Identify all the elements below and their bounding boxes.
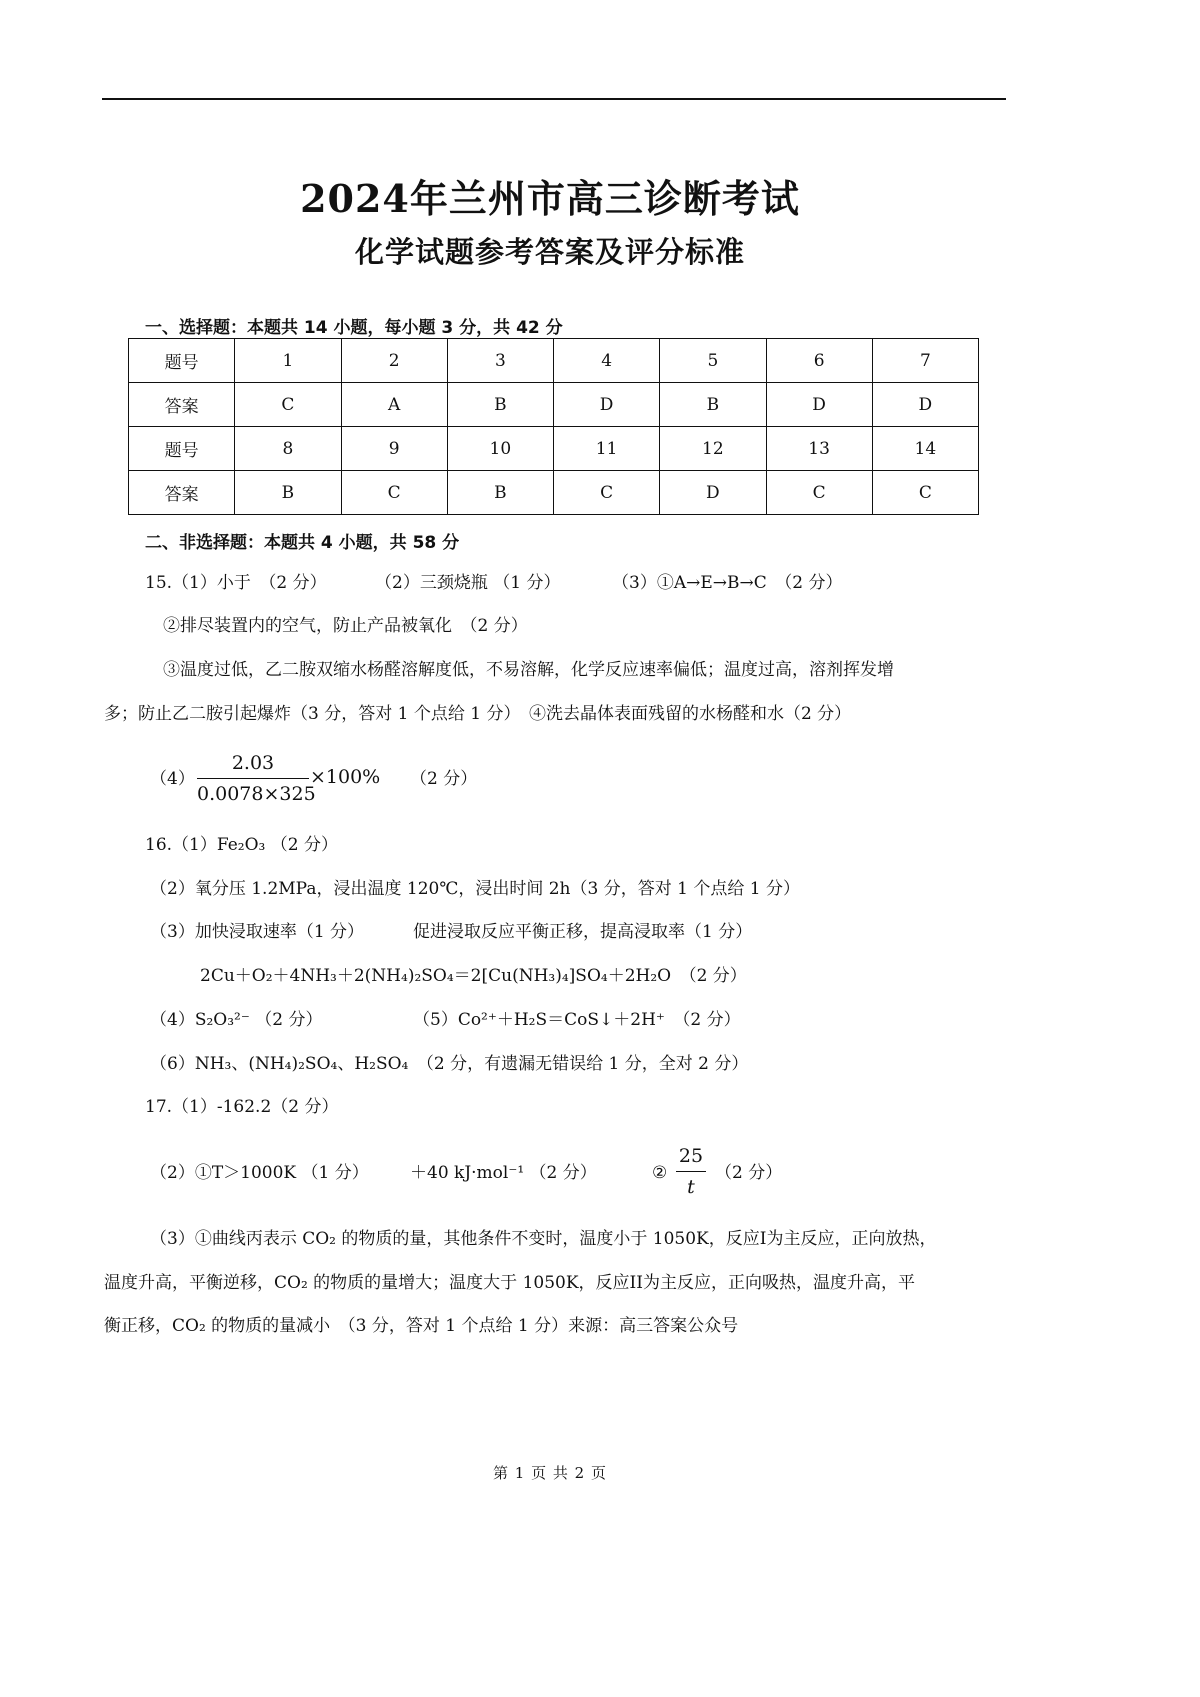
table-cell: 7	[872, 339, 978, 383]
table-cell: B	[447, 383, 553, 427]
q16-line3b: 促进浸取反应平衡正移，提高浸取率（1 分）	[413, 922, 753, 942]
table-cell: B	[235, 471, 341, 515]
table-row-header: 答案	[129, 471, 235, 515]
top-rule	[102, 98, 1006, 100]
q15-p4-tail: ×100%	[310, 766, 381, 788]
q17-line2c-score: （2 分）	[715, 1163, 783, 1183]
table-cell: 11	[554, 427, 660, 471]
table-cell: 10	[447, 427, 553, 471]
table-cell: 13	[766, 427, 872, 471]
answer-table	[128, 338, 979, 515]
table-row-header: 答案	[129, 383, 235, 427]
table-row-header: 题号	[129, 427, 235, 471]
page-footer: 第 1 页 共 2 页	[493, 1464, 607, 1482]
q16-line1: 16.（1）Fe₂O₃ （2 分）	[145, 835, 338, 855]
table-row	[129, 471, 979, 515]
q16-equation: 2Cu＋O₂＋4NH₃＋2(NH₄)₂SO₄＝2[Cu(NH₃)₄]SO₄＋2H₂O （2 分）	[200, 966, 747, 986]
q15-line2: ②排尽装置内的空气，防止产品被氧化 （2 分）	[163, 616, 528, 636]
table-cell: 3	[447, 339, 553, 383]
table-cell: 12	[660, 427, 766, 471]
table-cell: 14	[872, 427, 978, 471]
q15-part3: （3）①A→E→B→C （2 分）	[612, 573, 843, 593]
table-cell: 8	[235, 427, 341, 471]
table-cell: D	[554, 383, 660, 427]
table-cell: B	[447, 471, 553, 515]
q15-part1: 15.（1）小于 （2 分）	[145, 573, 327, 593]
q17-line5: 衡正移，CO₂ 的物质的量减小 （3 分，答对 1 个点给 1 分）来源：高三答案公众号	[104, 1316, 739, 1336]
q15-line3: ③温度过低，乙二胺双缩水杨醛溶解度低，不易溶解，化学反应速率偏低；温度过高，溶剂挥发增	[163, 660, 894, 680]
q17-circle-2: ②	[652, 1163, 668, 1183]
table-row	[129, 339, 979, 383]
q16-line5a: （4）S₂O₃²⁻ （2 分）	[150, 1010, 323, 1030]
q15-p4-label: （4）	[150, 769, 195, 789]
exam-title: 2024年兰州市高三诊断考试	[300, 176, 800, 221]
table-cell: 2	[341, 339, 447, 383]
table-row-header: 题号	[129, 339, 235, 383]
table-cell: B	[660, 383, 766, 427]
table-cell: D	[660, 471, 766, 515]
q15-p4-score: （2 分）	[410, 769, 478, 789]
table-cell: 1	[235, 339, 341, 383]
q15-p4-fraction	[197, 752, 316, 805]
section1-heading: 一、选择题：本题共 14 小题，每小题 3 分，共 42 分	[145, 318, 563, 338]
q16-line5b: （5）Co²⁺＋H₂S＝CoS↓＋2H⁺ （2 分）	[413, 1010, 741, 1030]
table-cell: 5	[660, 339, 766, 383]
section2-heading: 二、非选择题：本题共 4 小题，共 58 分	[145, 533, 460, 553]
table-cell: C	[341, 471, 447, 515]
table-cell: C	[235, 383, 341, 427]
table-cell: A	[341, 383, 447, 427]
q17-line1: 17.（1）-162.2（2 分）	[145, 1097, 339, 1117]
table-cell: C	[766, 471, 872, 515]
q17-fraction	[676, 1145, 706, 1198]
q16-line3a: （3）加快浸取速率（1 分）	[150, 922, 365, 942]
table-cell: 6	[766, 339, 872, 383]
q17-line2b: ＋40 kJ·mol⁻¹ （2 分）	[410, 1163, 597, 1183]
table-cell: 4	[554, 339, 660, 383]
table-cell: D	[766, 383, 872, 427]
table-row	[129, 427, 979, 471]
table-cell: D	[872, 383, 978, 427]
q15-part2: （2）三颈烧瓶 （1 分）	[375, 573, 561, 593]
q15-p4-denominator: 0.0078×325	[197, 783, 316, 805]
q17-line2a: （2）①T＞1000K （1 分）	[150, 1163, 369, 1183]
table-row	[129, 383, 979, 427]
q17-line4: 温度升高，平衡逆移，CO₂ 的物质的量增大；温度大于 1050K，反应II为主反应，正向吸热，温度升高，平	[104, 1273, 915, 1293]
table-cell: 9	[341, 427, 447, 471]
q15-p4-numerator: 2.03	[231, 752, 275, 774]
q16-line2: （2）氧分压 1.2MPa，浸出温度 120℃，浸出时间 2h（3 分，答对 1 个点给 1 分）	[150, 879, 800, 899]
q16-line6: （6）NH₃、(NH₄)₂SO₄、H₂SO₄ （2 分，有遗漏无错误给 1 分，全对 2 分）	[150, 1054, 749, 1074]
exam-subtitle: 化学试题参考答案及评分标准	[354, 235, 745, 269]
q17-numerator: 25	[678, 1145, 704, 1167]
q17-denominator: t	[687, 1176, 695, 1198]
q17-line3: （3）①曲线丙表示 CO₂ 的物质的量，其他条件不变时，温度小于 1050K，反应I为主反应，正向放热，	[150, 1229, 937, 1249]
table-cell: C	[872, 471, 978, 515]
table-cell: C	[554, 471, 660, 515]
q15-line4: 多；防止乙二胺引起爆炸（3 分，答对 1 个点给 1 分） ④洗去晶体表面残留的水杨醛和水（2 分）	[104, 704, 852, 724]
